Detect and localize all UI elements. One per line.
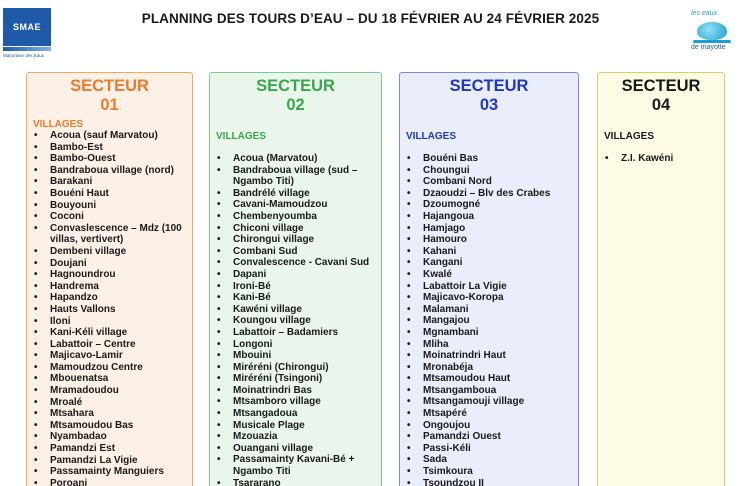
- village-item: • Labattoir La Vigie: [406, 281, 578, 293]
- page-title: PLANNING DES TOURS D’EAU – DU 18 FÉVRIER AU 24 FÉVRIER 2025: [141, 11, 600, 26]
- villages-heading: VILLAGES: [406, 131, 457, 142]
- village-item: • Tsararano: [216, 478, 381, 486]
- village-item: • Mtsangamouji village: [406, 396, 578, 408]
- village-item: • Miréréni (Tsingoni): [216, 373, 381, 385]
- eaux-de-mayotte-logo: [689, 10, 735, 56]
- sector-03-panel: [399, 72, 579, 486]
- smae-logo-wave: [3, 47, 51, 51]
- sector-04-title: [598, 77, 724, 115]
- village-item: • Mtsapéré: [406, 408, 578, 420]
- village-item: • Miréréni (Chirongui): [216, 362, 381, 374]
- village-item: • Pamandzi Est: [33, 443, 192, 455]
- village-item: • Mbouini: [216, 350, 381, 362]
- sector-title-word: SECTEUR: [256, 77, 335, 95]
- village-item: • Mronabéja: [406, 362, 578, 374]
- water-drop-icon: [697, 22, 727, 40]
- village-item: • Musicale Plage: [216, 420, 381, 432]
- sector-01-panel: [26, 72, 193, 486]
- village-item: • Nyambadao: [33, 431, 192, 443]
- village-item: • Mliha: [406, 339, 578, 351]
- village-item: • Ouangani village: [216, 443, 381, 455]
- sector-number: 04: [651, 96, 671, 114]
- village-item: • Coconi: [33, 211, 192, 223]
- sector-02-title: [210, 77, 381, 115]
- wave-icon: [693, 40, 731, 43]
- village-item: • Acoua (Marvatou): [216, 153, 381, 165]
- village-item: • Cavani-Mamoudzou: [216, 199, 381, 211]
- smae-logo-text: SMAE: [3, 8, 51, 46]
- village-item: • Z.I. Kawéni: [604, 153, 724, 165]
- sector-title-word: SECTEUR: [621, 77, 701, 95]
- village-item: • Passi-Kéli: [406, 443, 578, 455]
- village-item: • Combani Nord: [406, 176, 578, 188]
- village-item: • Malamani: [406, 304, 578, 316]
- village-item: • Bouyouni: [33, 200, 192, 212]
- village-item: • Mzouazia: [216, 431, 381, 443]
- village-item: • Chiconi village: [216, 223, 381, 235]
- village-item: • Longoni: [216, 339, 381, 351]
- villages-heading: VILLAGES: [216, 131, 267, 142]
- village-item: • Kawéni village: [216, 304, 381, 316]
- village-item: • Mroalé: [33, 397, 192, 409]
- village-item: • Ongoujou: [406, 420, 578, 432]
- village-item: • Moinatrindri Bas: [216, 385, 381, 397]
- village-item: • Iloni: [33, 316, 192, 328]
- sector-number: 02: [286, 96, 305, 114]
- village-item: • Bandrélé village: [216, 188, 381, 200]
- village-item: • Chirongui village: [216, 234, 381, 246]
- village-item: • Chembenyoumba: [216, 211, 381, 223]
- village-item: • Ironi-Bé: [216, 281, 381, 293]
- village-list: [216, 153, 381, 486]
- village-list: [604, 153, 724, 165]
- village-item: • Mtsamoudou Bas: [33, 420, 192, 432]
- village-item: • Tsoundzou II: [406, 478, 578, 486]
- village-item: • Poroani: [33, 478, 192, 486]
- village-item: • Hajangoua: [406, 211, 578, 223]
- sector-number: 03: [479, 96, 499, 114]
- village-item: • Mgnambani: [406, 327, 578, 339]
- village-item: • Hamouro: [406, 234, 578, 246]
- village-list: [406, 153, 578, 486]
- sector-03-title: [400, 77, 578, 115]
- sector-title-word: SECTEUR: [70, 77, 149, 95]
- village-item: • Choungui: [406, 165, 578, 177]
- villages-heading: VILLAGES: [33, 119, 84, 130]
- village-item: • Dembeni village: [33, 246, 192, 258]
- village-item: • Hagnoundrou: [33, 269, 192, 281]
- village-item: • Handrema: [33, 281, 192, 293]
- village-item: • Mtsangamboua: [406, 385, 578, 397]
- village-item: • Dapani: [216, 269, 381, 281]
- village-item: • Mramadoudou: [33, 385, 192, 397]
- village-item: • Moinatrindri Haut: [406, 350, 578, 362]
- village-item: • Dzaoudzi – Blv des Crabes: [406, 188, 578, 200]
- village-item: • Pamandzi La Vigie: [33, 455, 192, 467]
- village-item: • Kwalé: [406, 269, 578, 281]
- sector-01-title: [27, 77, 192, 115]
- sector-04-panel: [597, 72, 725, 486]
- village-item: • Kani-Bé: [216, 292, 381, 304]
- village-item: • Labattoir – Centre: [33, 339, 192, 351]
- village-item: • Majicavo-Koropa: [406, 292, 578, 304]
- mayotte-logo-line2: de mayotte: [691, 44, 726, 51]
- smae-logo-tagline: Mahoraise des Eaux: [3, 53, 45, 58]
- village-item: • Kangani: [406, 257, 578, 269]
- village-item: • Bandraboua village (nord): [33, 165, 192, 177]
- sector-title-word: SECTEUR: [449, 77, 529, 95]
- village-item: • Passamainty Kavani-Bé + Ngambo Titi: [216, 454, 381, 477]
- village-item: • Mtsangadoua: [216, 408, 381, 420]
- village-item: • Passamainty Manguiers: [33, 466, 192, 478]
- village-item: • Hauts Vallons: [33, 304, 192, 316]
- village-item: • Mangajou: [406, 315, 578, 327]
- village-item: • Convalescence - Cavani Sud: [216, 257, 381, 269]
- village-item: • Mbouenatsa: [33, 373, 192, 385]
- village-item: • Barakani: [33, 176, 192, 188]
- village-item: • Acoua (sauf Marvatou): [33, 130, 192, 142]
- sector-02-panel: [209, 72, 382, 486]
- village-item: • Mtsahara: [33, 408, 192, 420]
- village-item: • Mtsamboro village: [216, 396, 381, 408]
- village-item: • Bouéni Haut: [33, 188, 192, 200]
- village-item: • Labattoir – Badamiers: [216, 327, 381, 339]
- village-item: • Doujani: [33, 258, 192, 270]
- village-item: • Kahani: [406, 246, 578, 258]
- village-item: • Sada: [406, 454, 578, 466]
- village-item: • Koungou village: [216, 315, 381, 327]
- sector-number: 01: [100, 96, 119, 114]
- village-item: • Tsimkoura: [406, 466, 578, 478]
- village-item: • Mtsamoudou Haut: [406, 373, 578, 385]
- village-item: • Mamoudzou Centre: [33, 362, 192, 374]
- village-item: • Convaslescence – Mdz (100 villas, vertivert): [33, 223, 192, 246]
- village-item: • Hamjago: [406, 223, 578, 235]
- village-item: • Combani Sud: [216, 246, 381, 258]
- village-list: [33, 130, 192, 486]
- villages-heading: VILLAGES: [604, 131, 655, 142]
- mayotte-logo-line1: les eaux: [691, 10, 718, 17]
- village-item: • Pamandzi Ouest: [406, 431, 578, 443]
- village-item: • Dzoumogné: [406, 199, 578, 211]
- village-item: • Bandraboua village (sud – Ngambo Titi): [216, 165, 381, 188]
- village-item: • Bouéni Bas: [406, 153, 578, 165]
- village-item: • Bambo-Est: [33, 142, 192, 154]
- village-item: • Kani-Kéli village: [33, 327, 192, 339]
- village-item: • Majicavo-Lamir: [33, 350, 192, 362]
- village-item: • Bambo-Ouest: [33, 153, 192, 165]
- village-item: • Hapandzo: [33, 292, 192, 304]
